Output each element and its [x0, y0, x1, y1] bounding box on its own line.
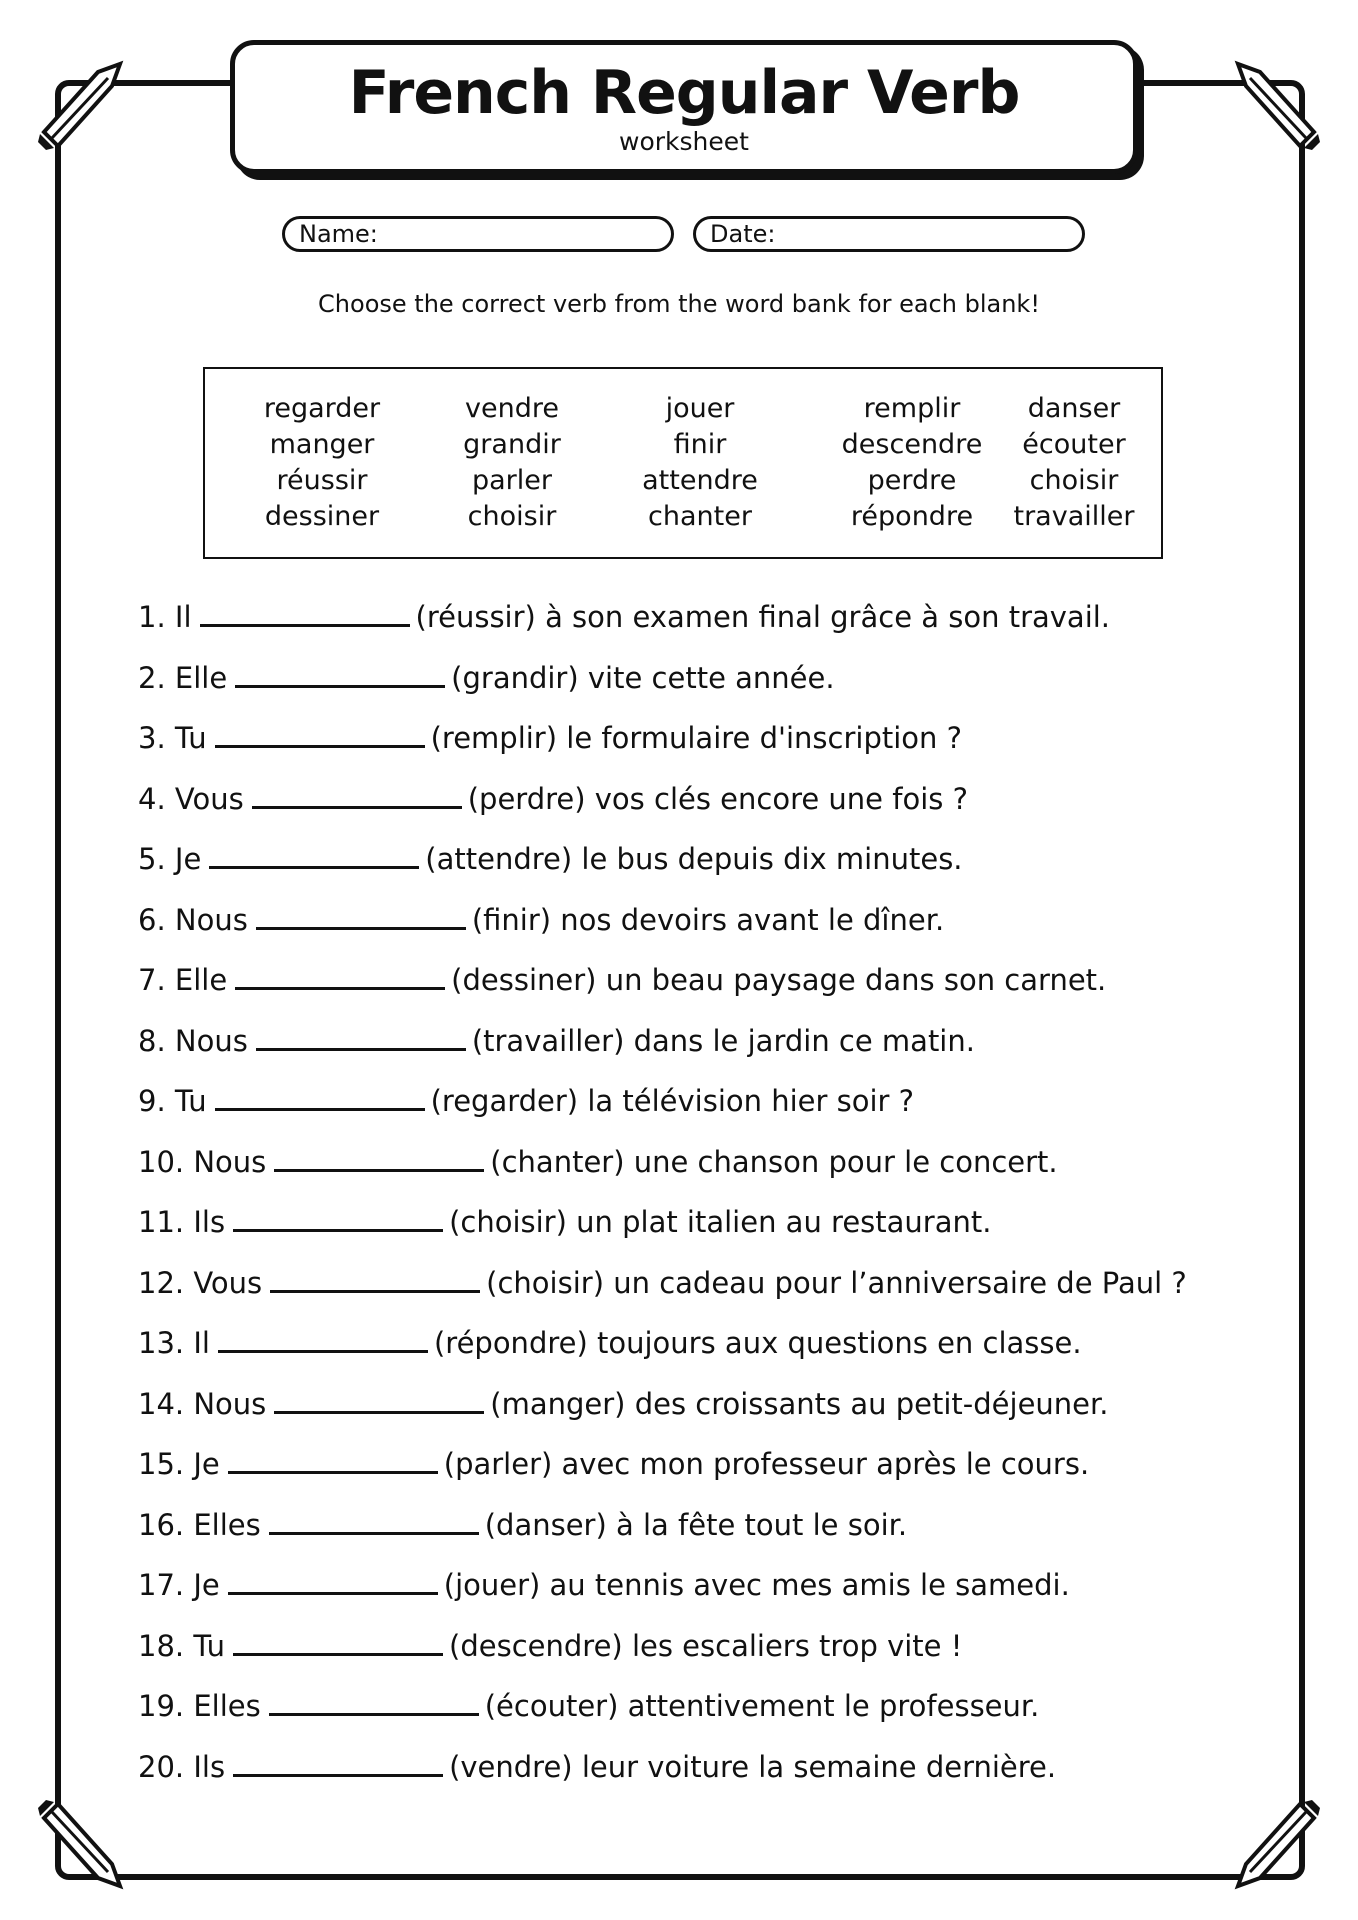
question-text: (regarder) la télévision hier soir ? [430, 1084, 915, 1118]
page-subtitle: worksheet [619, 127, 749, 156]
word-bank-word: regarder [263, 393, 381, 424]
answer-blank[interactable] [274, 1385, 484, 1414]
answer-blank[interactable] [256, 901, 466, 930]
question-item [138, 716, 1187, 777]
question-text: (jouer) au tennis avec mes amis le samedi. [443, 1568, 1070, 1602]
question-number: 9. [138, 1084, 166, 1118]
name-field[interactable] [282, 216, 674, 252]
question-item [138, 1321, 1187, 1382]
question-number: 12. [138, 1265, 185, 1300]
question-item [138, 1382, 1187, 1443]
question-item [138, 595, 1187, 656]
question-subject: Ils [193, 1205, 226, 1239]
question-subject: Nous [174, 1023, 248, 1058]
question-subject: Elle [174, 963, 228, 997]
answer-blank[interactable] [228, 1445, 438, 1474]
question-item [138, 1200, 1187, 1261]
word-bank-word: travailler [1013, 501, 1135, 532]
answer-blank[interactable] [215, 719, 425, 748]
answer-blank[interactable] [252, 780, 462, 809]
question-text: (travailler) dans le jardin ce matin. [471, 1023, 975, 1058]
question-number: 19. [138, 1689, 185, 1723]
question-subject: Je [193, 1568, 220, 1602]
question-subject: Nous [174, 902, 248, 937]
word-bank-column [974, 391, 1174, 535]
question-number: 4. [138, 781, 166, 816]
question-item [138, 1442, 1187, 1503]
question-item [138, 1140, 1187, 1201]
instructions: Choose the correct verb from the word bank for each blank! [318, 290, 1040, 318]
answer-blank[interactable] [200, 598, 410, 627]
question-subject: Tu [174, 721, 207, 755]
question-subject: Elles [193, 1507, 261, 1542]
question-number: 3. [138, 721, 166, 755]
date-field[interactable] [693, 216, 1085, 252]
answer-blank[interactable] [233, 1748, 443, 1777]
answer-blank[interactable] [228, 1566, 438, 1595]
question-text: (choisir) un plat italien au restaurant. [449, 1205, 992, 1239]
question-subject: Je [193, 1447, 220, 1481]
word-bank-word: choisir [1029, 465, 1119, 496]
corner-ornament-icon [1230, 1798, 1322, 1890]
question-item [138, 656, 1187, 717]
question-item [138, 1019, 1187, 1080]
question-text: (choisir) un cadeau pour l’anniversaire de Paul ? [486, 1265, 1187, 1300]
corner-ornament-icon [36, 1798, 128, 1890]
question-item [138, 1079, 1187, 1140]
word-bank-word: manger [269, 429, 375, 460]
word-bank-column [222, 391, 422, 535]
word-bank-word: finir [673, 429, 727, 460]
answer-blank[interactable] [235, 659, 445, 688]
question-number: 6. [138, 902, 166, 937]
question-item [138, 777, 1187, 838]
date-label: Date: [710, 220, 776, 248]
word-bank-word: réussir [276, 465, 368, 496]
name-label: Name: [299, 220, 378, 248]
answer-blank[interactable] [269, 1506, 479, 1535]
question-text: (réussir) à son examen final grâce à son travail. [415, 600, 1111, 634]
page-title: French Regular Verb [348, 58, 1020, 128]
question-subject: Tu [193, 1628, 226, 1663]
answer-blank[interactable] [269, 1687, 479, 1716]
word-bank-word: descendre [841, 429, 983, 460]
word-bank-word: chanter [648, 501, 752, 532]
word-bank-word: répondre [850, 501, 974, 532]
question-number: 11. [138, 1205, 185, 1239]
word-bank-word: danser [1027, 393, 1121, 424]
question-item [138, 1563, 1187, 1624]
question-subject: Vous [174, 781, 244, 816]
word-bank-column [412, 391, 612, 535]
question-text: (écouter) attentivement le professeur. [484, 1689, 1040, 1723]
word-bank-word: dessiner [264, 501, 380, 532]
question-text: (vendre) leur voiture la semaine dernière. [449, 1749, 1057, 1784]
question-text: (chanter) une chanson pour le concert. [490, 1144, 1058, 1179]
question-number: 13. [138, 1326, 185, 1360]
question-item [138, 837, 1187, 898]
answer-blank[interactable] [235, 961, 445, 990]
question-text: (grandir) vite cette année. [451, 660, 835, 695]
answer-blank[interactable] [209, 840, 419, 869]
question-text: (dessiner) un beau paysage dans son carnet. [451, 963, 1107, 997]
word-bank-word: jouer [665, 393, 735, 424]
word-bank-word: écouter [1022, 429, 1126, 460]
question-subject: Nous [193, 1144, 267, 1179]
question-subject: Il [174, 600, 192, 634]
word-bank-word: perdre [867, 465, 957, 496]
question-item [138, 1684, 1187, 1745]
question-number: 16. [138, 1507, 185, 1542]
word-bank-word: attendre [642, 465, 758, 496]
question-text: (remplir) le formulaire d'inscription ? [430, 721, 963, 755]
answer-blank[interactable] [256, 1022, 466, 1051]
question-number: 18. [138, 1628, 185, 1663]
question-number: 1. [138, 600, 166, 634]
question-item [138, 958, 1187, 1019]
word-bank-word: remplir [863, 393, 961, 424]
question-text: (danser) à la fête tout le soir. [484, 1507, 908, 1542]
question-subject: Tu [174, 1084, 207, 1118]
question-number: 17. [138, 1568, 185, 1602]
question-subject: Vous [193, 1265, 263, 1300]
question-number: 20. [138, 1749, 185, 1784]
question-item [138, 1261, 1187, 1322]
answer-blank[interactable] [218, 1324, 428, 1353]
answer-blank[interactable] [233, 1627, 443, 1656]
answer-blank[interactable] [274, 1143, 484, 1172]
question-item [138, 1745, 1187, 1806]
question-text: (attendre) le bus depuis dix minutes. [425, 842, 963, 876]
question-number: 5. [138, 842, 166, 876]
question-subject: Nous [193, 1386, 267, 1421]
question-list [138, 595, 1187, 1805]
question-number: 2. [138, 660, 166, 695]
question-subject: Elles [193, 1689, 261, 1723]
question-subject: Ils [193, 1749, 226, 1784]
word-bank-word: choisir [467, 501, 557, 532]
corner-ornament-icon [36, 60, 128, 152]
word-bank-column [600, 391, 800, 535]
question-text: (finir) nos devoirs avant le dîner. [471, 902, 945, 937]
question-number: 14. [138, 1386, 185, 1421]
title-box [230, 40, 1138, 174]
corner-ornament-icon [1230, 60, 1322, 152]
question-number: 8. [138, 1023, 166, 1058]
word-bank-word: grandir [463, 429, 561, 460]
answer-blank[interactable] [270, 1264, 480, 1293]
question-text: (répondre) toujours aux questions en classe. [433, 1326, 1082, 1360]
question-subject: Elle [174, 660, 228, 695]
answer-blank[interactable] [233, 1203, 443, 1232]
question-number: 15. [138, 1447, 185, 1481]
word-bank [203, 367, 1163, 559]
word-bank-word: parler [472, 465, 552, 496]
answer-blank[interactable] [215, 1082, 425, 1111]
question-subject: Il [193, 1326, 210, 1360]
word-bank-word: vendre [465, 393, 559, 424]
question-text: (manger) des croissants au petit-déjeuner. [490, 1386, 1109, 1421]
question-text: (descendre) les escaliers trop vite ! [449, 1628, 963, 1663]
question-item [138, 1624, 1187, 1685]
question-text: (perdre) vos clés encore une fois ? [467, 781, 968, 816]
question-item [138, 1503, 1187, 1564]
question-item [138, 898, 1187, 959]
question-number: 10. [138, 1144, 185, 1179]
question-text: (parler) avec mon professeur après le cours. [443, 1447, 1090, 1481]
question-subject: Je [174, 842, 202, 876]
question-number: 7. [138, 963, 166, 997]
